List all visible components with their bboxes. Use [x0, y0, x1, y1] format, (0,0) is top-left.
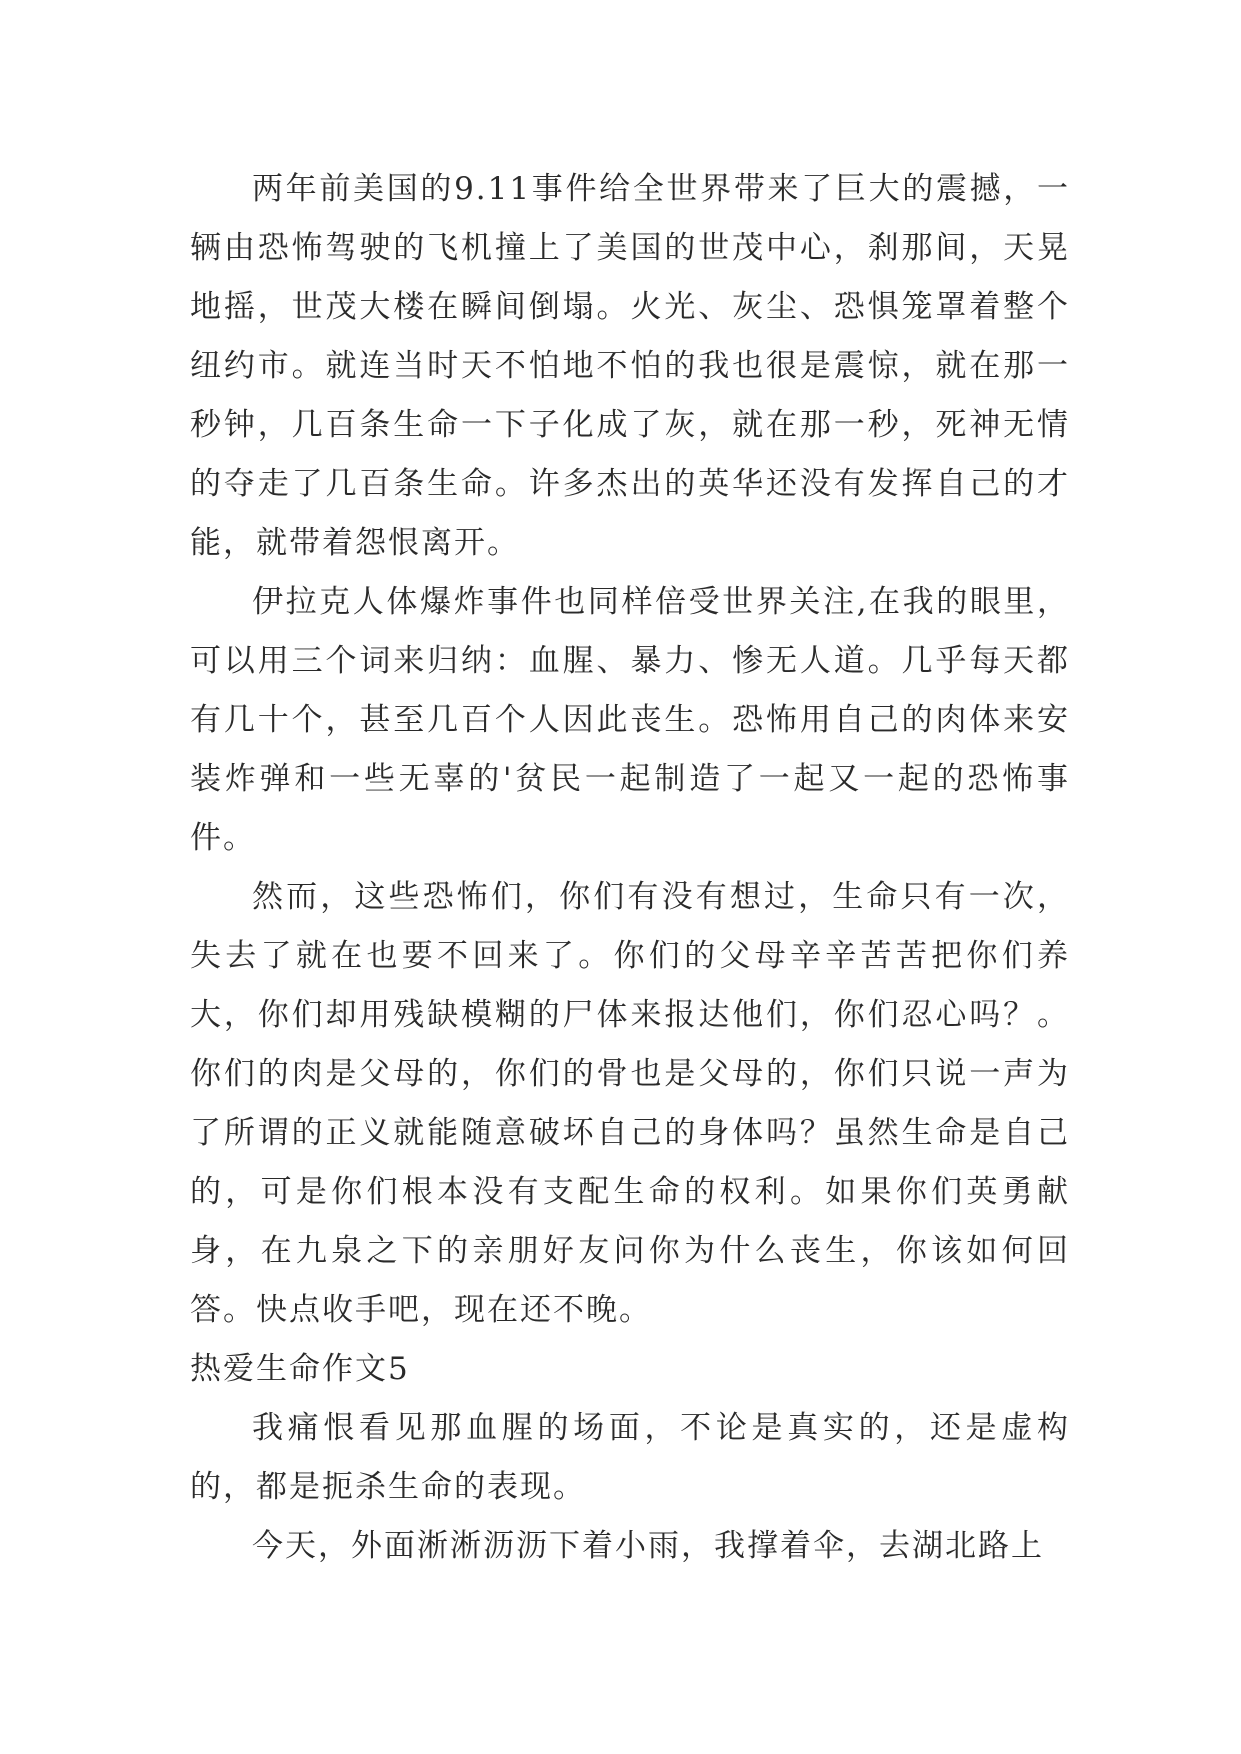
paragraph-iraq: 伊拉克人体爆炸事件也同样倍受世界关注,在我的眼里，可以用三个词来归纳：血腥、暴力、惨无人道。几乎每天都有几十个，甚至几百个人因此丧生。恐怖用自己的肉体来安装炸弹和一些无辜的'贫民一起制造了一起又一起的恐怖事件。: [190, 584, 1070, 856]
paragraph-911: 两年前美国的9.11事件给全世界带来了巨大的震撼，一辆由恐怖驾驶的飞机撞上了美国的世茂中心，刹那间，天晃地摇，世茂大楼在瞬间倒塌。火光、灰尘、恐惧笼罩着整个纽约市。就连当时天不怕地不怕的我也很是震惊，就在那一秒钟，几百条生命一下子化成了灰，就在那一秒，死神无情的夺走了几百条生命。许多杰出的英华还没有发挥自己的才能，就带着怨恨离开。: [190, 171, 1070, 561]
essay-heading: 热爱生命作文5: [190, 1351, 410, 1387]
paragraph-hate-violence: 我痛恨看见那血腥的场面，不论是真实的，还是虚构的，都是扼杀生命的表现。: [190, 1410, 1070, 1505]
paragraph-today: 今天，外面淅淅沥沥下着小雨，我撑着伞，去湖北路上: [252, 1528, 1044, 1564]
paragraph-appeal: 然而，这些恐怖们，你们有没有想过，生命只有一次，失去了就在也要不回来了。你们的父母辛辛苦苦把你们养大，你们却用残缺模糊的尸体来报达他们，你们忍心吗？。你们的肉是父母的，你们的骨也是父母的，你们只说一声为了所谓的正义就能随意破坏自己的身体吗？虽然生命是自己的，可是你们根本没有支配生命的权利。如果你们英勇献身，在九泉之下的亲朋好友问你为什么丧生，你该如何回答。快点收手吧，现在还不晚。: [190, 879, 1070, 1328]
document-body: [190, 160, 1070, 1576]
